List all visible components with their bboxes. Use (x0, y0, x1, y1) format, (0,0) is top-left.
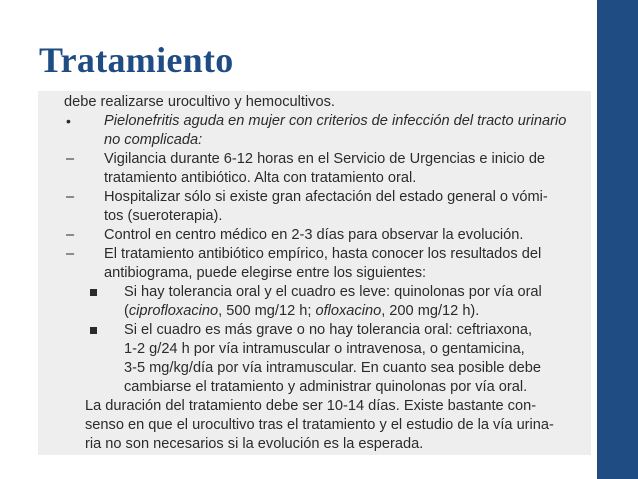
text-line: Vigilancia durante 6-12 horas en el Servicio de Urgencias e inicio de (104, 151, 546, 167)
dash-icon: – (66, 189, 75, 205)
text-line: 1-2 g/24 h por vía intramuscular o intravenosa, o gentamicina, (124, 341, 525, 357)
text-line: tos (sueroterapia). (104, 208, 223, 224)
text-line: debe realizarse urocultivo y hemocultivos. (64, 94, 335, 110)
side-accent-bar (597, 0, 638, 479)
text-line: Si hay tolerancia oral y el cuadro es leve: quinolonas por vía oral (124, 284, 542, 300)
text-line: tratamiento antibiótico. Alta con tratamiento oral. (104, 170, 417, 186)
dash-icon: – (66, 151, 75, 167)
bullet-icon: • (66, 113, 71, 129)
dash-icon: – (66, 246, 75, 262)
text-line: 3-5 mg/kg/día por vía intramuscular. En cuanto sea posible debe (124, 360, 541, 376)
text-line: senso en que el urocultivo tras el tratamiento y el estudio de la vía urina- (85, 417, 554, 433)
text-line: cambiarse el tratamiento y administrar quinolonas por vía oral. (124, 379, 528, 395)
text-line: antibiograma, puede elegirse entre los siguientes: (104, 265, 427, 281)
dash-icon: – (66, 227, 75, 243)
text-line: Pielonefritis aguda en mujer con criterios de infección del tracto urinario (104, 113, 567, 129)
text-line: Hospitalizar sólo si existe gran afectación del estado general o vómi- (104, 189, 548, 205)
text-line: (ciprofloxacino, 500 mg/12 h; ofloxacino, 200 mg/12 h). (124, 303, 480, 319)
text-line: ria no son necesarios si la evolución es la esperada. (85, 436, 424, 452)
text-line: no complicada: (104, 132, 203, 148)
text-line: La duración del tratamiento debe ser 10-14 días. Existe bastante con- (85, 398, 537, 414)
text-line: Control en centro médico en 2-3 días para observar la evolución. (104, 227, 524, 243)
square-bullet-icon (90, 327, 97, 334)
square-bullet-icon (90, 289, 97, 296)
text-line: El tratamiento antibiótico empírico, hasta conocer los resultados del (104, 246, 542, 262)
slide-title: Tratamiento (39, 40, 234, 80)
scanned-text-image (38, 91, 591, 455)
text-line: Si el cuadro es más grave o no hay tolerancia oral: ceftriaxona, (124, 322, 533, 338)
